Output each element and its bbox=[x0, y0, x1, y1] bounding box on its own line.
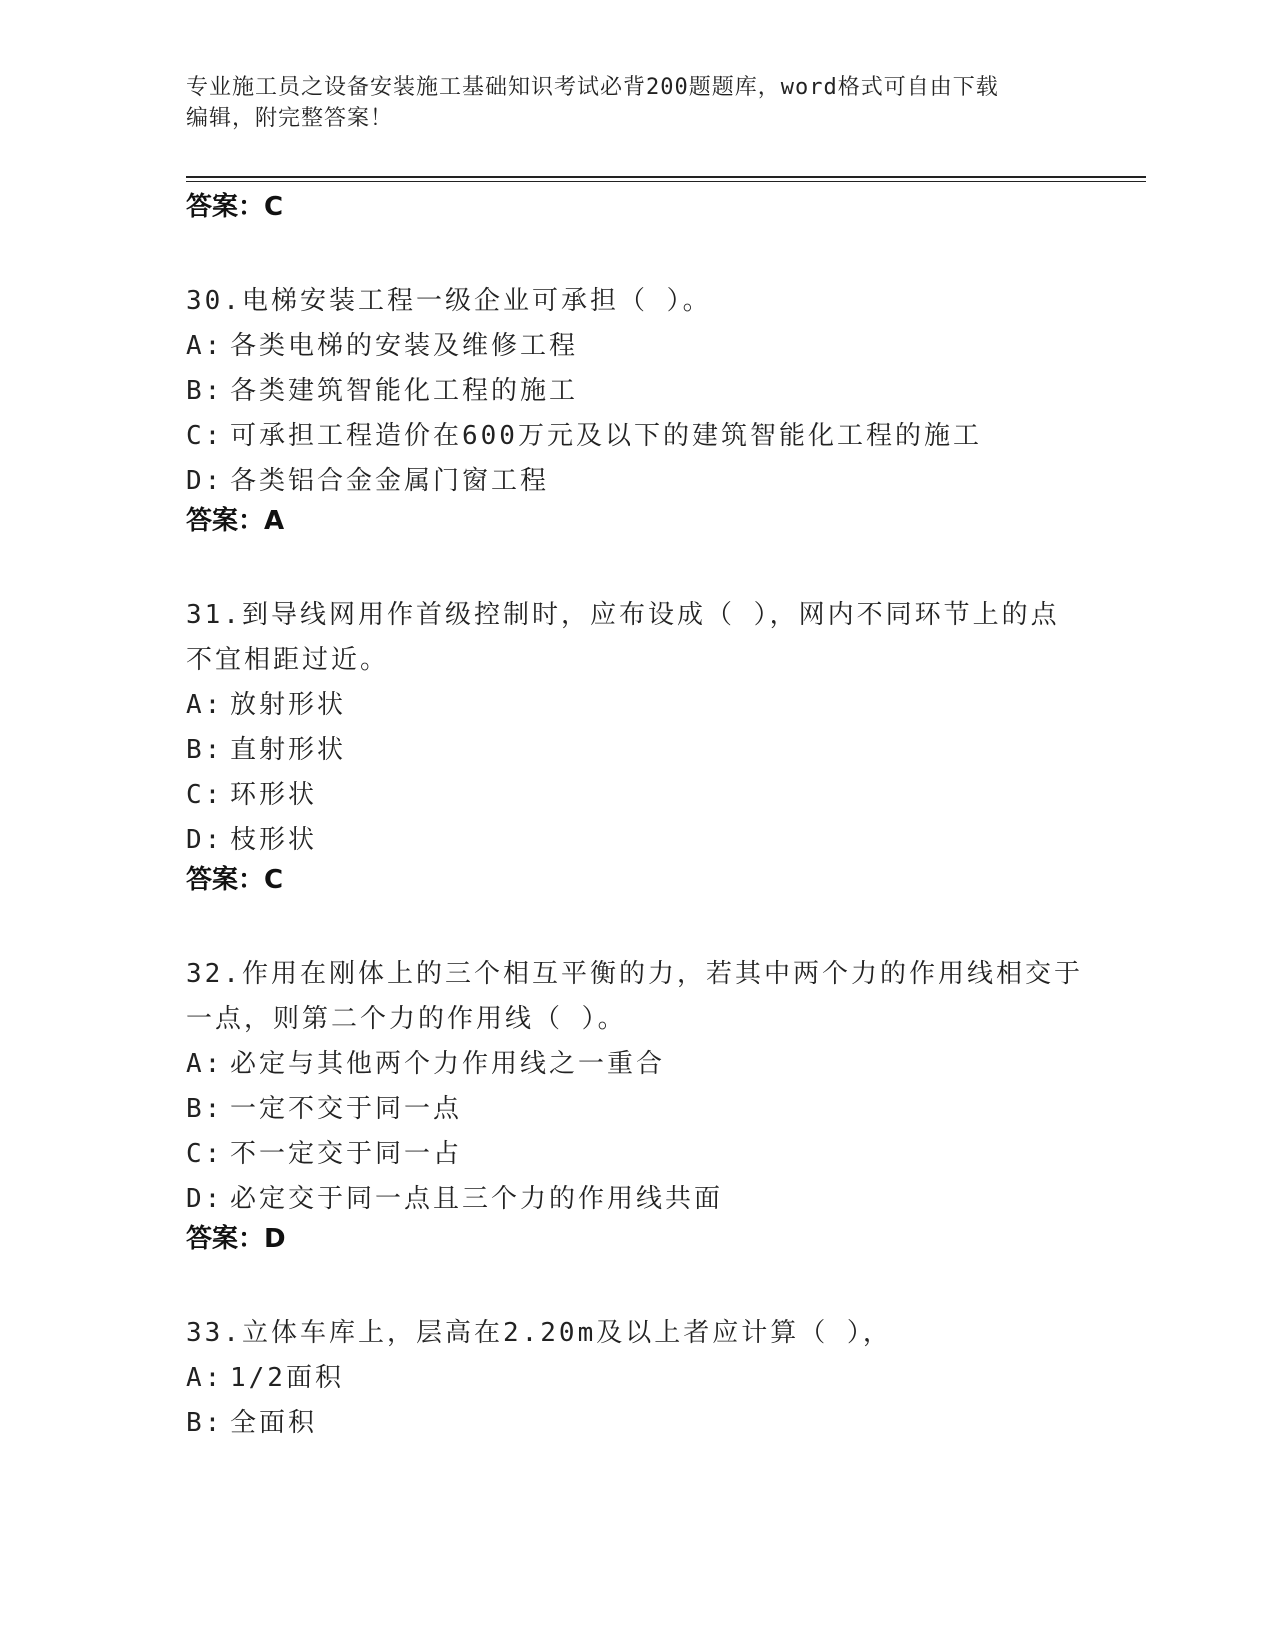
option-text: 必定交于同一点且三个力的作用线共面 bbox=[230, 1184, 724, 1214]
option-letter: D: bbox=[186, 466, 224, 496]
option-c bbox=[186, 414, 1086, 459]
header-title-line-1: 专业施工员之设备安装施工基础知识考试必背200题题库，word格式可自由下载 bbox=[186, 75, 999, 100]
option-d bbox=[186, 1177, 1086, 1222]
option-letter: A: bbox=[186, 1363, 224, 1393]
option-text: 直射形状 bbox=[230, 735, 347, 765]
answer-label: 答案：C bbox=[186, 865, 284, 895]
question-stem: 32.作用在刚体上的三个相互平衡的力，若其中两个力的作用线相交于一点，则第二个力的作用线（ ）。 bbox=[186, 959, 1083, 1034]
option-letter: B: bbox=[186, 1094, 224, 1124]
question-list bbox=[186, 190, 1086, 1446]
option-text: 1/2面积 bbox=[230, 1363, 344, 1393]
option-text: 枝形状 bbox=[230, 825, 318, 855]
option-text: 各类铝合金金属门窗工程 bbox=[230, 466, 550, 496]
option-letter: A: bbox=[186, 690, 224, 720]
option-a bbox=[186, 1042, 1086, 1087]
option-letter: D: bbox=[186, 825, 224, 855]
option-text: 环形状 bbox=[230, 780, 318, 810]
option-text: 必定与其他两个力作用线之一重合 bbox=[230, 1049, 666, 1079]
answer-label: 答案：C bbox=[186, 192, 284, 222]
option-text: 放射形状 bbox=[230, 690, 347, 720]
option-text: 各类建筑智能化工程的施工 bbox=[230, 376, 579, 406]
header-divider-thin bbox=[186, 181, 1146, 182]
answer-label: 答案：D bbox=[186, 1224, 286, 1254]
option-letter: B: bbox=[186, 1408, 224, 1438]
question-stem: 31.到导线网用作首级控制时，应布设成（ ），网内不同环节上的点不宜相距过近。 bbox=[186, 600, 1060, 675]
option-text: 不一定交于同一占 bbox=[230, 1139, 463, 1169]
question-block bbox=[186, 1311, 1086, 1446]
option-text: 可承担工程造价在600万元及以下的建筑智能化工程的施工 bbox=[230, 421, 982, 451]
header-divider-thick bbox=[186, 176, 1146, 178]
question-block bbox=[186, 593, 1086, 897]
option-letter: B: bbox=[186, 376, 224, 406]
option-text: 一定不交于同一点 bbox=[230, 1094, 463, 1124]
option-b bbox=[186, 369, 1086, 414]
header-title-line-2: 编辑，附完整答案！ bbox=[186, 106, 394, 131]
option-a bbox=[186, 683, 1086, 728]
question-stem: 33.立体车库上，层高在2.20m及以上者应计算（ ）， bbox=[186, 1318, 892, 1348]
document-header bbox=[186, 72, 1066, 134]
option-a bbox=[186, 1356, 1086, 1401]
option-c bbox=[186, 773, 1086, 818]
question-block bbox=[186, 952, 1086, 1256]
answer-label: 答案：A bbox=[186, 506, 285, 536]
option-b bbox=[186, 728, 1086, 773]
option-letter: C: bbox=[186, 1139, 224, 1169]
option-d bbox=[186, 459, 1086, 504]
option-letter: C: bbox=[186, 780, 224, 810]
option-c bbox=[186, 1132, 1086, 1177]
question-block bbox=[186, 279, 1086, 538]
option-text: 各类电梯的安装及维修工程 bbox=[230, 331, 579, 361]
option-letter: C: bbox=[186, 421, 224, 451]
question-stem: 30.电梯安装工程一级企业可承担（ ）。 bbox=[186, 286, 712, 316]
option-letter: A: bbox=[186, 331, 224, 361]
option-letter: B: bbox=[186, 735, 224, 765]
option-a bbox=[186, 324, 1086, 369]
option-b bbox=[186, 1401, 1086, 1446]
option-d bbox=[186, 818, 1086, 863]
option-text: 全面积 bbox=[230, 1408, 318, 1438]
option-b bbox=[186, 1087, 1086, 1132]
option-letter: D: bbox=[186, 1184, 224, 1214]
option-letter: A: bbox=[186, 1049, 224, 1079]
